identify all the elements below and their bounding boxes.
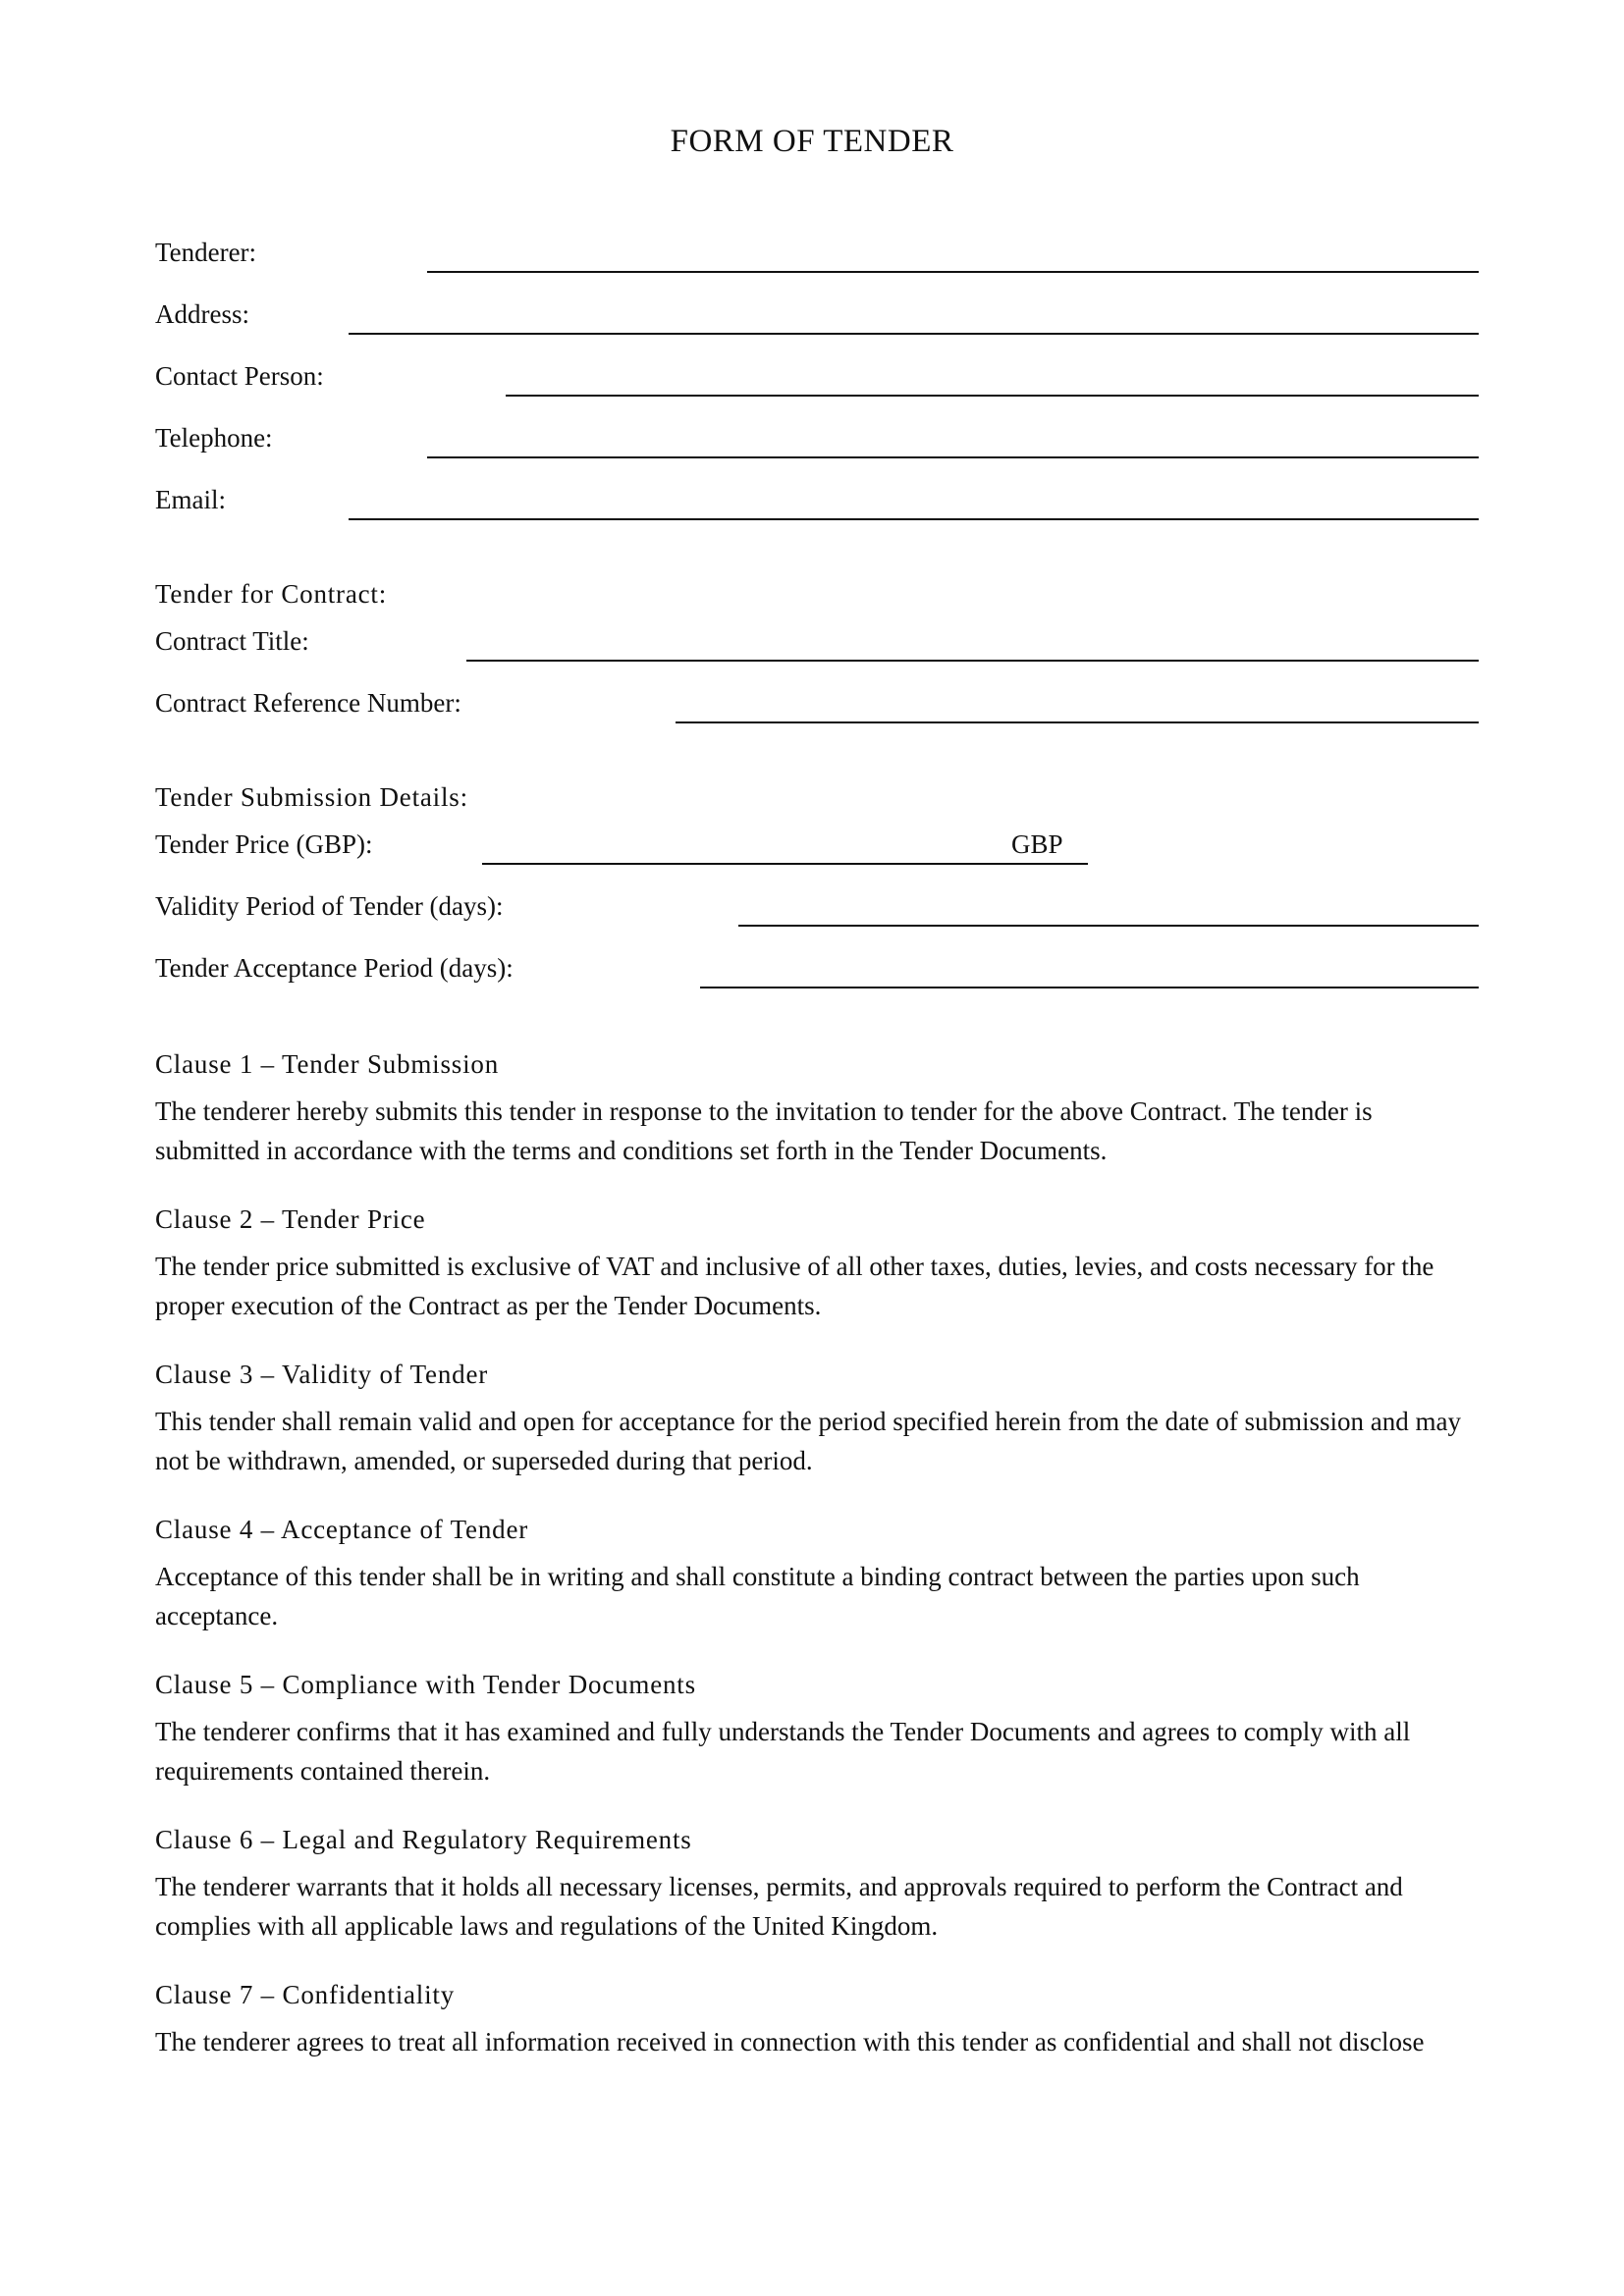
email-field [155, 485, 1479, 524]
contract-reference-field [155, 688, 1479, 727]
clause-6 [155, 1822, 1481, 1946]
page-title: FORM OF TENDER [670, 124, 954, 159]
clause-body: The tenderer warrants that it holds all necessary licenses, permits, and approvals required to perform the Contract and complies with all applicable laws and regulations of the United Kingdom. [155, 1872, 1403, 1941]
clause-body: The tender price submitted is exclusive of VAT and inclusive of all other taxes, duties, levies, and costs necessary for the proper execution of the Contract as per the Tender Documents. [155, 1252, 1435, 1320]
contract-title-field [155, 626, 1479, 666]
clause-body: Acceptance of this tender shall be in writing and shall constitute a binding contract between the parties upon such acceptance. [155, 1562, 1360, 1630]
clause-4 [155, 1512, 1481, 1635]
acceptance-period-field [155, 953, 1479, 992]
telephone-label: Telephone: [155, 423, 273, 453]
clause-7 [155, 1977, 1481, 2061]
validity-period-field [155, 891, 1479, 931]
contact-person-field [155, 361, 1479, 400]
email-input-line[interactable] [349, 518, 1479, 520]
clause-title: Clause 3 – Validity of Tender [155, 1360, 489, 1389]
clause-title: Clause 5 – Compliance with Tender Documents [155, 1670, 696, 1699]
contract-reference-label: Contract Reference Number: [155, 688, 461, 718]
contract-title-input-line[interactable] [466, 660, 1479, 662]
tenderer-field [155, 238, 1479, 277]
contract-heading: Tender for Contract: [155, 579, 388, 609]
clause-2 [155, 1201, 1481, 1325]
contract-reference-input-line[interactable] [676, 721, 1479, 723]
clause-body: The tenderer agrees to treat all information received in connection with this tender as confidential and shall not disclose [155, 2027, 1425, 2056]
validity-period-input-line[interactable] [738, 925, 1479, 927]
tenderer-label: Tenderer: [155, 238, 257, 267]
clause-5 [155, 1667, 1481, 1790]
tender-price-field [155, 829, 1479, 869]
submission-heading: Tender Submission Details: [155, 782, 468, 812]
clause-title: Clause 1 – Tender Submission [155, 1049, 499, 1079]
clause-title: Clause 7 – Confidentiality [155, 1980, 456, 2009]
contract-title-label: Contract Title: [155, 626, 309, 656]
acceptance-period-input-line[interactable] [700, 987, 1479, 988]
address-input-line[interactable] [349, 333, 1479, 335]
contact-person-label: Contact Person: [155, 361, 324, 391]
acceptance-period-label: Tender Acceptance Period (days): [155, 953, 514, 983]
tender-price-label: Tender Price (GBP): [155, 829, 373, 859]
tender-price-input-line[interactable] [482, 863, 1088, 865]
contact-person-input-line[interactable] [506, 395, 1479, 397]
validity-period-label: Validity Period of Tender (days): [155, 891, 504, 921]
tender-price-currency: GBP [1011, 829, 1063, 859]
clause-body: The tenderer hereby submits this tender in response to the invitation to tender for the above Contract. The tender is submitted in accordance with the terms and conditions set forth in the Tender Documents. [155, 1096, 1373, 1165]
clause-title: Clause 2 – Tender Price [155, 1204, 426, 1234]
telephone-input-line[interactable] [427, 456, 1479, 458]
clause-1 [155, 1046, 1481, 1170]
clause-body: This tender shall remain valid and open for acceptance for the period specified herein from the date of submission and may not be withdrawn, amended, or superseded during that period. [155, 1407, 1462, 1475]
telephone-field [155, 423, 1479, 462]
clause-title: Clause 6 – Legal and Regulatory Requirements [155, 1825, 692, 1854]
email-label: Email: [155, 485, 226, 514]
tenderer-input-line[interactable] [427, 271, 1479, 273]
clause-title: Clause 4 – Acceptance of Tender [155, 1515, 529, 1544]
clause-body: The tenderer confirms that it has examined and fully understands the Tender Documents and agrees to comply with all requirements contained therein. [155, 1717, 1411, 1786]
address-label: Address: [155, 299, 249, 329]
clause-3 [155, 1357, 1481, 1480]
address-field [155, 299, 1479, 339]
